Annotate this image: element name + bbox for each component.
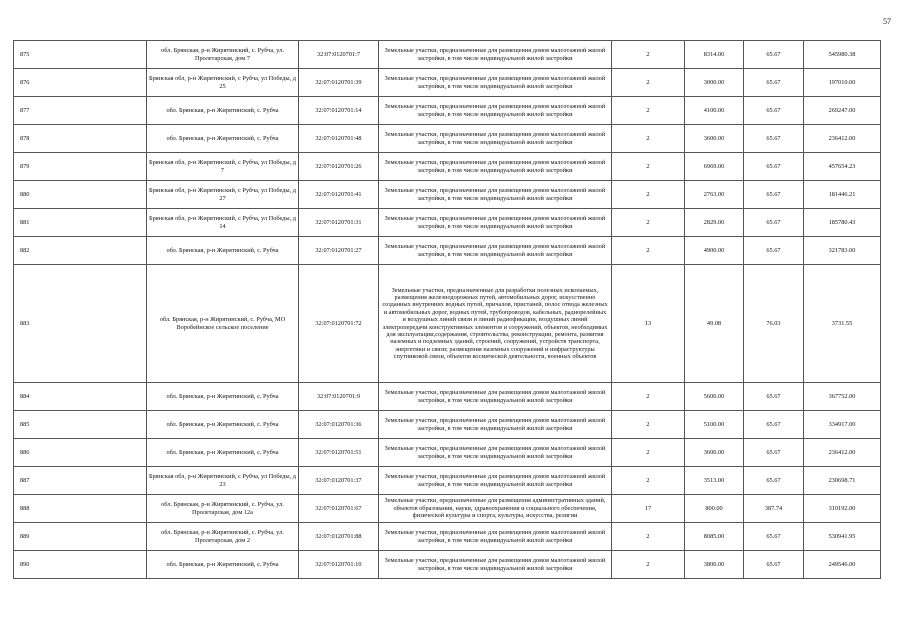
cell-specific-value: 65.67: [744, 209, 804, 237]
table-row: [14, 153, 881, 181]
cell-area: 5100.00: [685, 411, 744, 439]
cell-specific-value: 65.67: [744, 125, 804, 153]
cell-cadastral-number: 32:07:0120701:48: [299, 125, 379, 153]
cell-cadastral-value: 236412.00: [804, 125, 881, 153]
cell-cadastral-number: 32:07:0120701:7: [299, 41, 379, 69]
cell-specific-value: 65.67: [744, 551, 804, 579]
cell-cadastral-number: 32:07:0120701:14: [299, 97, 379, 125]
cell-row-number: 886: [14, 439, 147, 467]
cell-cadastral-number: 32:07:0120701:27: [299, 237, 379, 265]
cell-area: 3600.00: [685, 439, 744, 467]
table-row: [14, 97, 881, 125]
cell-land-purpose: Земельные участки, предназначенные для размещения домов малоэтажной жилой застройки, в том числе индивидуальной жилой застройки: [379, 467, 612, 495]
table-row: [14, 411, 881, 439]
cell-land-purpose: Земельные участки, предназначенные для размещения домов малоэтажной жилой застройки, в том числе индивидуальной жилой застройки: [379, 97, 612, 125]
cell-cadastral-number: 32:07:0120701:37: [299, 467, 379, 495]
cell-area: 8314.00: [685, 41, 744, 69]
cell-cadastral-number: 32:07:0120701:72: [299, 265, 379, 383]
cell-land-purpose: Земельные участки, предназначенные для размещения домов малоэтажной жилой застройки, в том числе индивидуальной жилой застройки: [379, 209, 612, 237]
cell-group-number: 17: [612, 495, 685, 523]
cell-land-purpose: Земельные участки, предназначенные для размещения административных зданий, объектов образования, науки, здравоохранения и социального обеспечения, физической культуры и спорта, культуры, искусства, религии: [379, 495, 612, 523]
cell-group-number: 2: [612, 383, 685, 411]
table-row: [14, 495, 881, 523]
table-row: [14, 41, 881, 69]
cell-group-number: 2: [612, 467, 685, 495]
cell-group-number: 2: [612, 411, 685, 439]
cell-address: Брянская обл, р-н Жирятинский, с Рубча, ул Победы, д 7: [147, 153, 299, 181]
cell-address: Брянская обл, р-н Жирятинский, с Рубча, ул Победы, д 27: [147, 181, 299, 209]
cell-area: 2829.00: [685, 209, 744, 237]
cell-row-number: 878: [14, 125, 147, 153]
cell-area: 4900.00: [685, 237, 744, 265]
cell-address: обл. Брянская, р-н Жирятинский, с. Рубча: [147, 237, 299, 265]
cell-group-number: 2: [612, 41, 685, 69]
cell-group-number: 2: [612, 181, 685, 209]
table-row: [14, 383, 881, 411]
cell-address: обл. Брянская, р-н Жирятинский, с. Рубча: [147, 97, 299, 125]
cell-specific-value: 65.67: [744, 69, 804, 97]
cell-row-number: 883: [14, 265, 147, 383]
cell-row-number: 881: [14, 209, 147, 237]
cell-cadastral-value: 249546.00: [804, 551, 881, 579]
table-row: [14, 237, 881, 265]
cell-land-purpose: Земельные участки, предназначенные для размещения домов малоэтажной жилой застройки, в том числе индивидуальной жилой застройки: [379, 153, 612, 181]
cell-specific-value: 65.67: [744, 181, 804, 209]
cell-cadastral-number: 32:07:0120701:41: [299, 181, 379, 209]
cell-address: обл. Брянская, р-н Жирятинский, с. Рубча: [147, 411, 299, 439]
cell-cadastral-number: 32:07:0120701:10: [299, 551, 379, 579]
cell-cadastral-value: 181446.21: [804, 181, 881, 209]
cell-row-number: 889: [14, 523, 147, 551]
cell-row-number: 879: [14, 153, 147, 181]
table-row: [14, 523, 881, 551]
cell-row-number: 887: [14, 467, 147, 495]
cell-cadastral-value: 3731.55: [804, 265, 881, 383]
cell-cadastral-number: 32:07:0120701:51: [299, 439, 379, 467]
cell-address: обл. Брянская, р-н Жирятинский, с. Рубча, ул. Пролетарская, дом 12а: [147, 495, 299, 523]
cadastral-value-table: [13, 40, 881, 579]
cell-area: 6969.00: [685, 153, 744, 181]
cell-row-number: 882: [14, 237, 147, 265]
table-row: [14, 125, 881, 153]
cell-group-number: 2: [612, 153, 685, 181]
cell-cadastral-value: 236412.00: [804, 439, 881, 467]
cell-land-purpose: Земельные участки, предназначенные для размещения домов малоэтажной жилой застройки, в том числе индивидуальной жилой застройки: [379, 41, 612, 69]
cell-cadastral-number: 32:07:0120701:26: [299, 153, 379, 181]
cell-row-number: 888: [14, 495, 147, 523]
table-row: [14, 181, 881, 209]
table-row: [14, 551, 881, 579]
page-number: 57: [883, 17, 891, 26]
cell-row-number: 880: [14, 181, 147, 209]
cell-cadastral-value: 545980.38: [804, 41, 881, 69]
cell-row-number: 876: [14, 69, 147, 97]
cell-land-purpose: Земельные участки, предназначенные для размещения домов малоэтажной жилой застройки, в том числе индивидуальной жилой застройки: [379, 411, 612, 439]
cell-cadastral-value: 367752.00: [804, 383, 881, 411]
cell-cadastral-number: 32:07:0120701:36: [299, 411, 379, 439]
table-row: [14, 265, 881, 383]
cell-address: обл. Брянская, р-н Жирятинский, с. Рубча, ул. Пролетарская, дом 7: [147, 41, 299, 69]
cell-land-purpose: Земельные участки, предназначенные для размещения домов малоэтажной жилой застройки, в том числе индивидуальной жилой застройки: [379, 523, 612, 551]
cell-cadastral-value: 230698.71: [804, 467, 881, 495]
table-body: [14, 41, 881, 579]
cell-specific-value: 65.67: [744, 383, 804, 411]
cell-row-number: 877: [14, 97, 147, 125]
cell-area: 2763.00: [685, 181, 744, 209]
cell-specific-value: 65.67: [744, 97, 804, 125]
cell-address: обл. Брянская, р-н Жирятинский, с. Рубча, МО Воробейнское сельское поселение: [147, 265, 299, 383]
cell-cadastral-number: 32:07:0120701:31: [299, 209, 379, 237]
cell-row-number: 875: [14, 41, 147, 69]
cell-cadastral-value: 185780.43: [804, 209, 881, 237]
cell-cadastral-number: 32:07:0120701:88: [299, 523, 379, 551]
cell-area: 5600.00: [685, 383, 744, 411]
cell-group-number: 2: [612, 523, 685, 551]
cell-address: обл. Брянская, р-н Жирятинский, с. Рубча: [147, 383, 299, 411]
cell-address: обл. Брянская, р-н Жирятинский, с. Рубча: [147, 125, 299, 153]
cell-land-purpose: Земельные участки, предназначенные для размещения домов малоэтажной жилой застройки, в том числе индивидуальной жилой застройки: [379, 439, 612, 467]
cell-row-number: 890: [14, 551, 147, 579]
cell-address: Брянская обл, р-н Жирятинский, с Рубча, ул Победы, д 23: [147, 467, 299, 495]
cell-cadastral-value: 530941.95: [804, 523, 881, 551]
cell-group-number: 2: [612, 125, 685, 153]
cell-land-purpose: Земельные участки, предназначенные для разработки полезных ископаемых, размещения железнодорожных путей, автомобильных дорог, искусственно созданных внутренних водных путей, причалов, пристаней, полос отвода железных и автомобильных дорог, водных путей, трубопроводов, кабельных, радиорелейных и воздушных линий связи и линий радиофикации, воздушных линий электропередачи конструктивных элементов и сооружений, объектов, необходимых для эксплуатации,содержания, строительства, реконструкции, ремонта, развития наземных и подземных зданий, строений, сооружений, устройств транспорта, энергетики и связи; размещения наземных сооружений и инфраструктуры спутниковой связи, объектов космической деятельности, военных объектов: [379, 265, 612, 383]
cell-area: 800.00: [685, 495, 744, 523]
cell-specific-value: 387.74: [744, 495, 804, 523]
cell-cadastral-value: 321783.00: [804, 237, 881, 265]
cell-cadastral-value: 334917.00: [804, 411, 881, 439]
cell-group-number: 2: [612, 209, 685, 237]
cell-land-purpose: Земельные участки, предназначенные для размещения домов малоэтажной жилой застройки, в том числе индивидуальной жилой застройки: [379, 181, 612, 209]
cell-land-purpose: Земельные участки, предназначенные для размещения домов малоэтажной жилой застройки, в том числе индивидуальной жилой застройки: [379, 237, 612, 265]
cell-area: 8085.00: [685, 523, 744, 551]
cell-row-number: 885: [14, 411, 147, 439]
cell-address: обл. Брянская, р-н Жирятинский, с. Рубча, ул. Пролетарская, дом 2: [147, 523, 299, 551]
cell-cadastral-number: 32:07:0120701:9: [299, 383, 379, 411]
cell-row-number: 884: [14, 383, 147, 411]
cell-group-number: 2: [612, 69, 685, 97]
cell-group-number: 2: [612, 551, 685, 579]
cell-area: 4100.00: [685, 97, 744, 125]
cell-land-purpose: Земельные участки, предназначенные для размещения домов малоэтажной жилой застройки, в том числе индивидуальной жилой застройки: [379, 383, 612, 411]
cell-area: 49.08: [685, 265, 744, 383]
table-row: [14, 439, 881, 467]
cell-specific-value: 65.67: [744, 523, 804, 551]
cell-cadastral-number: 32:07:0120701:39: [299, 69, 379, 97]
cell-land-purpose: Земельные участки, предназначенные для размещения домов малоэтажной жилой застройки, в том числе индивидуальной жилой застройки: [379, 69, 612, 97]
cell-cadastral-value: 457654.23: [804, 153, 881, 181]
cell-group-number: 2: [612, 97, 685, 125]
cell-specific-value: 65.67: [744, 467, 804, 495]
cell-cadastral-value: 269247.00: [804, 97, 881, 125]
cell-area: 3000.00: [685, 69, 744, 97]
cell-cadastral-value: 197010.00: [804, 69, 881, 97]
cell-specific-value: 65.67: [744, 411, 804, 439]
table-row: [14, 467, 881, 495]
cell-group-number: 13: [612, 265, 685, 383]
cell-specific-value: 65.67: [744, 439, 804, 467]
cell-land-purpose: Земельные участки, предназначенные для размещения домов малоэтажной жилой застройки, в том числе индивидуальной жилой застройки: [379, 551, 612, 579]
cell-specific-value: 65.67: [744, 237, 804, 265]
cell-address: обл. Брянская, р-н Жирятинский, с. Рубча: [147, 439, 299, 467]
cell-specific-value: 76.03: [744, 265, 804, 383]
cell-group-number: 2: [612, 237, 685, 265]
cell-area: 3513.00: [685, 467, 744, 495]
cell-specific-value: 65.67: [744, 41, 804, 69]
cell-address: Брянская обл, р-н Жирятинский, с Рубча, ул Победы, д 14: [147, 209, 299, 237]
cell-area: 3800.00: [685, 551, 744, 579]
cell-cadastral-value: 310192.00: [804, 495, 881, 523]
cell-address: обл. Брянская, р-н Жирятинский, с. Рубча: [147, 551, 299, 579]
cell-address: Брянская обл, р-н Жирятинский, с Рубча, ул Победы, д 25: [147, 69, 299, 97]
cell-land-purpose: Земельные участки, предназначенные для размещения домов малоэтажной жилой застройки, в том числе индивидуальной жилой застройки: [379, 125, 612, 153]
cell-cadastral-number: 32:07:0120701:67: [299, 495, 379, 523]
cell-group-number: 2: [612, 439, 685, 467]
table-row: [14, 209, 881, 237]
cell-area: 3600.00: [685, 125, 744, 153]
cell-specific-value: 65.67: [744, 153, 804, 181]
table-row: [14, 69, 881, 97]
